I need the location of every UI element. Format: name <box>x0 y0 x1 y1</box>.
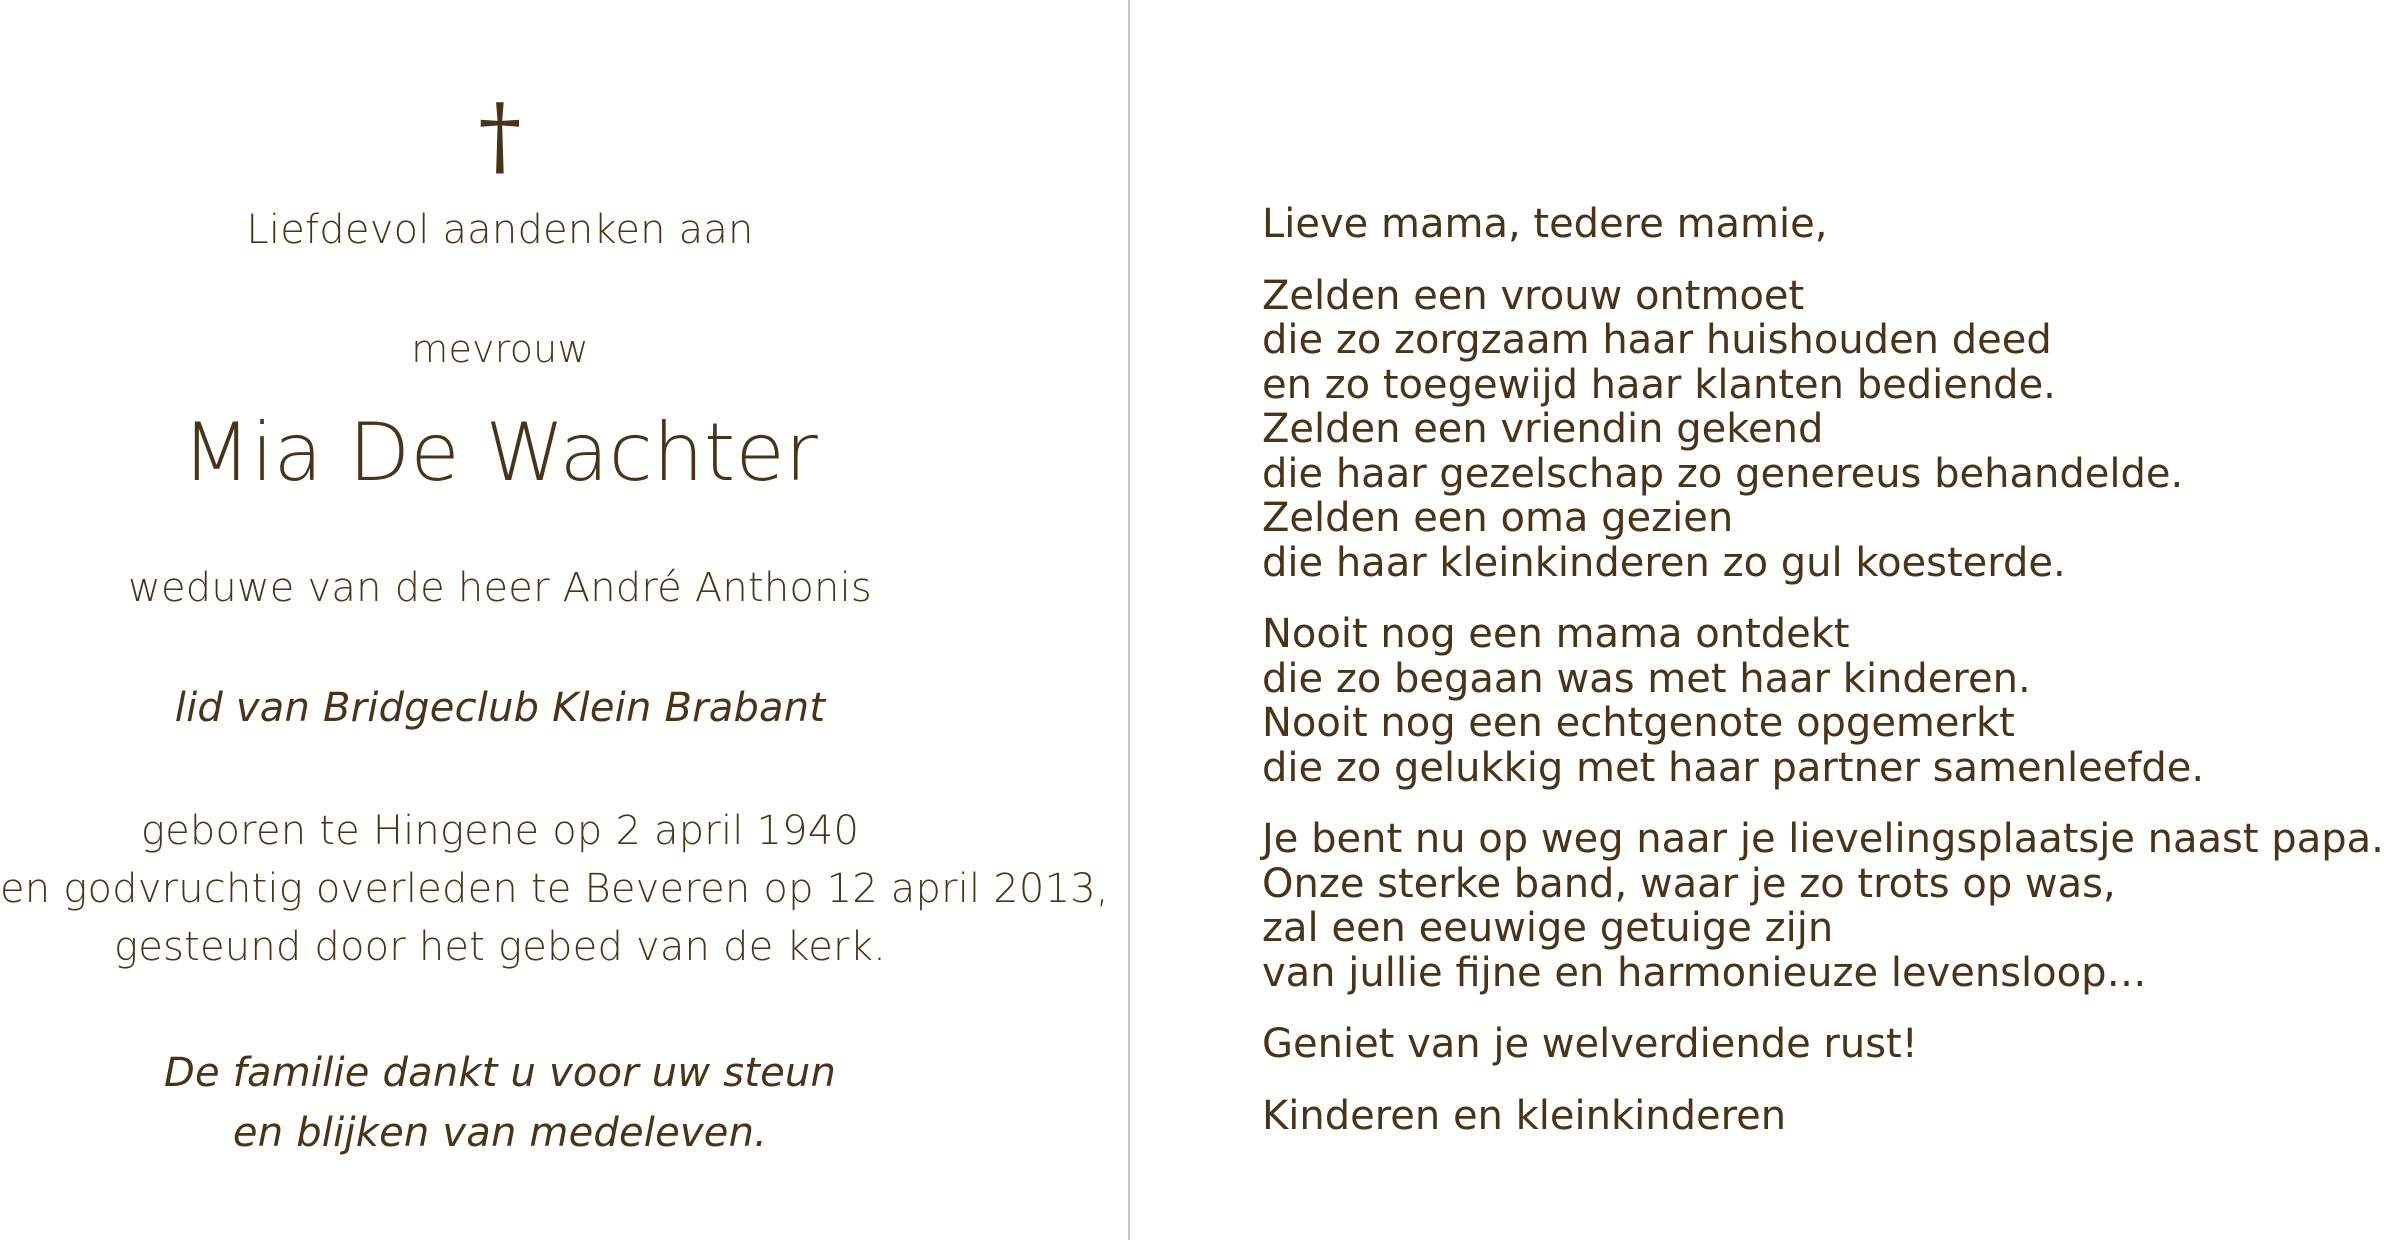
honorific-title: mevrouw <box>411 327 589 371</box>
poem-line: die zo begaan was met haar kinderen. <box>1262 655 2031 702</box>
poem-line: die zo zorgzaam haar huishouden deed <box>1262 317 2052 363</box>
poem-greeting <box>1262 202 2384 247</box>
death-line: en godvruchtig overleden te Beveren op 12 april 2013, <box>0 866 1109 912</box>
poem-line: Onze sterke band, waar je zo trots op was, <box>1262 860 2116 907</box>
widow-line: weduwe van de heer André Anthonis <box>128 565 872 611</box>
cross-icon: † <box>478 86 522 186</box>
thanks-line: en blijken van medeleven. <box>232 1110 768 1156</box>
poem-line: Lieve mama, tedere mamie, <box>1262 201 1828 247</box>
life-details <box>0 802 1109 976</box>
poem-line: en zo toegewijd haar klanten bediende. <box>1262 361 2056 408</box>
poem-line: Nooit nog een mama ontdekt <box>1262 611 1850 657</box>
deceased-name: Mia De Wachter <box>182 406 818 499</box>
poem-signature <box>1262 1094 2384 1139</box>
poem-line: zal een eeuwige getuige zijn <box>1262 905 1834 951</box>
club-line: lid van Bridgeclub Klein Brabant <box>174 685 826 731</box>
poem-line: Zelden een vriendin gekend <box>1262 406 1824 452</box>
poem-line: Kinderen en kleinkinderen <box>1262 1092 1787 1139</box>
intro-text: Liefdevol aandenken aan <box>246 207 754 253</box>
poem-line: Je bent nu op weg naar je lievelingsplaatsje naast papa. <box>1262 816 2384 862</box>
thanks-text <box>0 1043 1000 1163</box>
poem-line: die haar gezelschap zo genereus behandelde. <box>1262 450 2184 497</box>
poem-stanza <box>1262 612 2384 790</box>
poem-line: Geniet van je welverdiende rust! <box>1262 1021 1918 1067</box>
thanks-line: De familie dankt u voor uw steun <box>163 1050 837 1096</box>
poem-line: die zo gelukkig met haar partner samenleefde. <box>1262 744 2205 791</box>
poem-line: die haar kleinkinderen zo gul koesterde. <box>1262 539 2066 586</box>
poem-line: Nooit nog een echtgenote opgemerkt <box>1262 700 2015 746</box>
right-panel <box>1130 0 2384 1240</box>
left-panel <box>0 0 1128 1240</box>
poem-stanza <box>1262 274 2384 586</box>
poem-line: Zelden een oma gezien <box>1262 495 1734 541</box>
birth-line: geboren te Hingene op 2 april 1940 <box>140 808 860 854</box>
poem-closing <box>1262 1022 2384 1067</box>
church-line: gesteund door het gebed van de kerk. <box>114 924 886 970</box>
poem <box>1262 202 2384 1165</box>
poem-line: van jullie fijne en harmonieuze levensloop… <box>1262 949 2147 996</box>
poem-stanza <box>1262 817 2384 995</box>
poem-line: Zelden een vrouw ontmoet <box>1262 272 1805 319</box>
